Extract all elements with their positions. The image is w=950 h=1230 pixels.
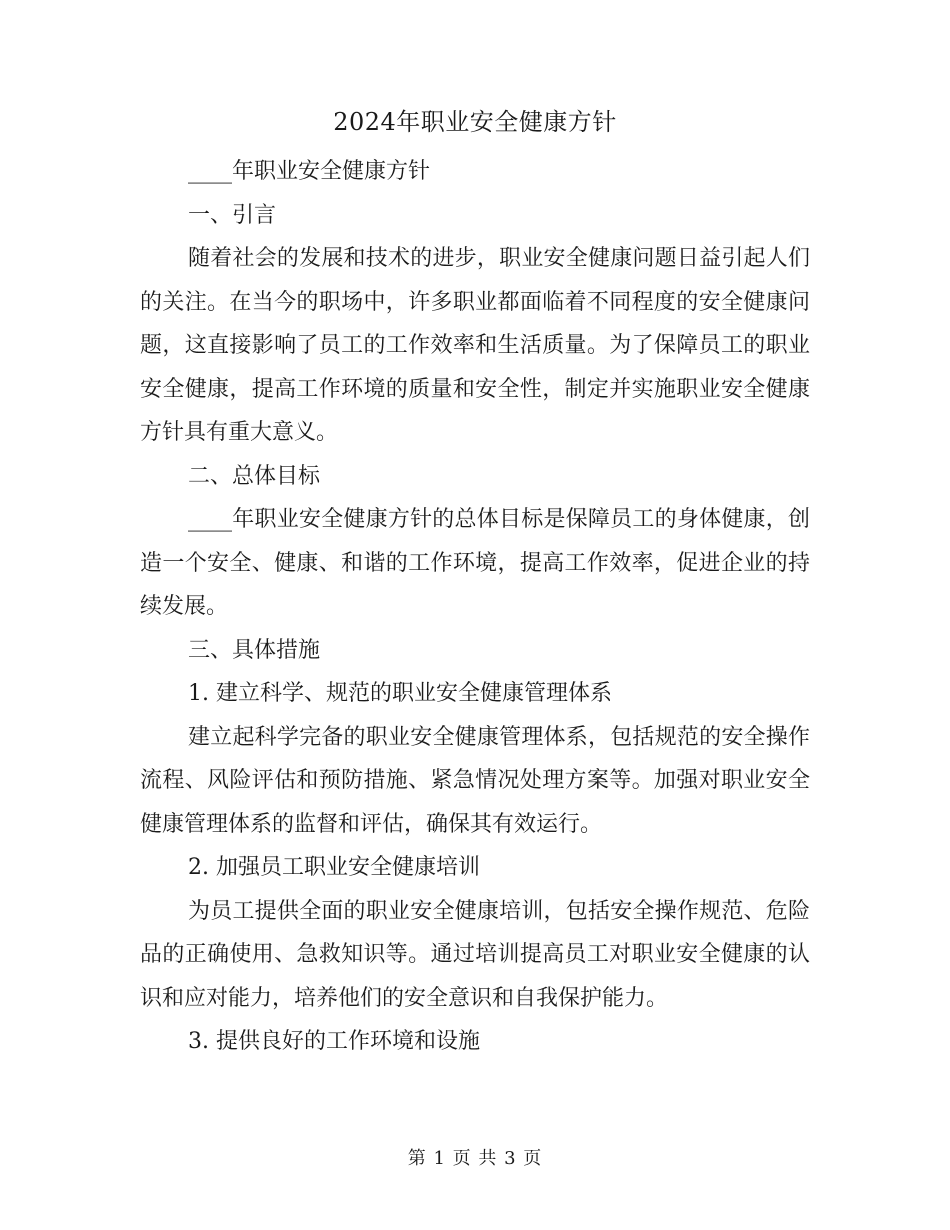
- document-title: 2024年职业安全健康方针: [333, 108, 617, 136]
- document-body: [140, 150, 810, 1064]
- paragraph-introduction: 随着社会的发展和技术的进步，职业安全健康问题日益引起人们的关注。在当今的职场中，许多职业都面临着不同程度的安全健康问题，这直接影响了员工的工作效率和生活质量。为了保障员工的职业安全健康，提高工作环境的质量和安全性，制定并实施职业安全健康方针具有重大意义。: [140, 246, 810, 445]
- measure-heading-3: 3. 提供良好的工作环境和设施: [188, 1029, 480, 1054]
- section-heading-introduction: 一、引言: [188, 202, 277, 228]
- measure-heading-1: 1. 建立科学、规范的职业安全健康管理体系: [188, 681, 612, 706]
- section-heading-overall-goal: 二、总体目标: [188, 463, 321, 489]
- paragraph-subtitle: ____年职业安全健康方针: [188, 159, 431, 184]
- page-footer: 第 1 页 共 3 页: [407, 1148, 543, 1169]
- section-heading-measures: 三、具体措施: [188, 637, 321, 663]
- paragraph-measure-1: 建立起科学完备的职业安全健康管理体系，包括规范的安全操作流程、风险评估和预防措施、紧急情况处理方案等。加强对职业安全健康管理体系的监督和评估，确保其有效运行。: [140, 724, 810, 837]
- paragraph-measure-2: 为员工提供全面的职业安全健康培训，包括安全操作规范、危险品的正确使用、急救知识等。通过培训提高员工对职业安全健康的认识和应对能力，培养他们的安全意识和自我保护能力。: [140, 898, 810, 1011]
- paragraph-overall-goal: ____年职业安全健康方针的总体目标是保障员工的身体健康，创造一个安全、健康、和谐的工作环境，提高工作效率，促进企业的持续发展。: [140, 507, 810, 619]
- measure-heading-2: 2. 加强员工职业安全健康培训: [188, 855, 480, 880]
